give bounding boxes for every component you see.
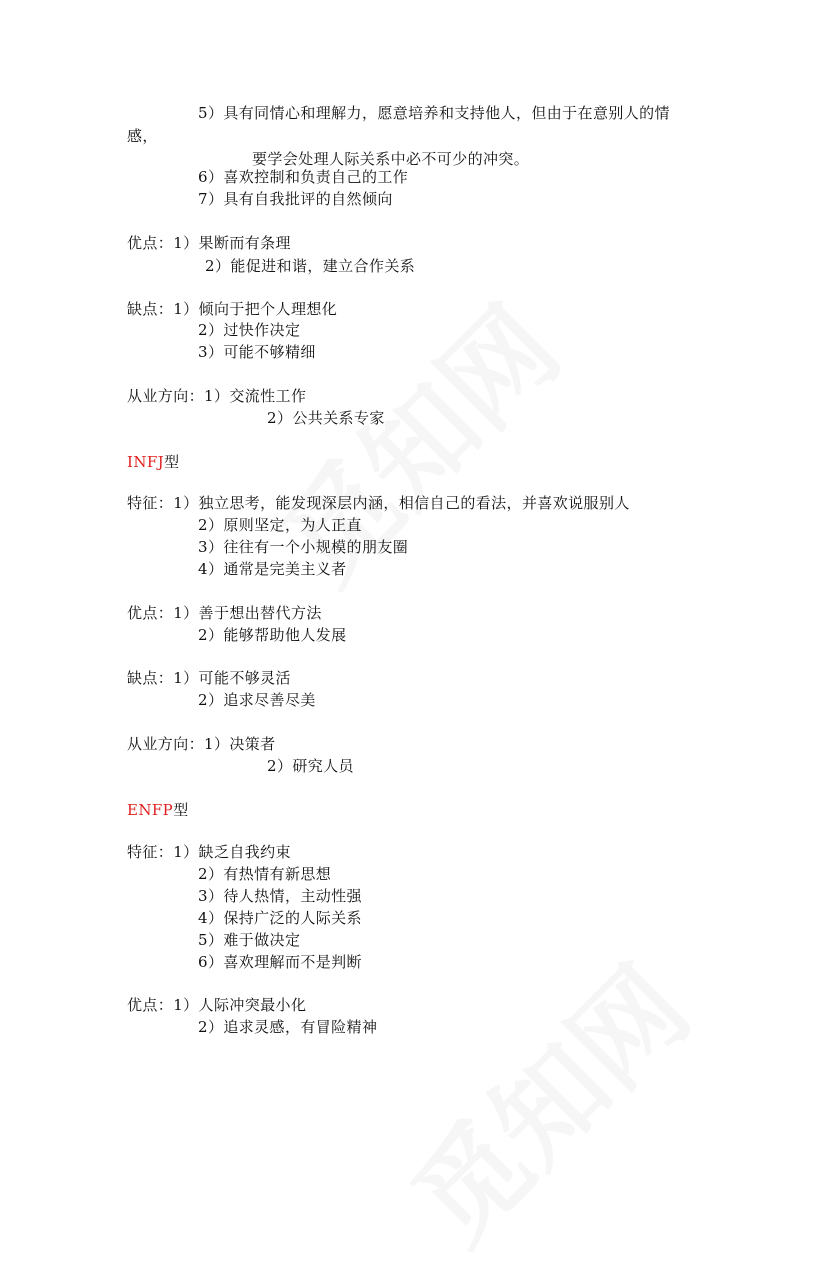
text-line: 2）过快作决定 [198,321,301,339]
text-line: 缺点：1）可能不够灵活 [127,669,291,687]
text-line: 6）喜欢理解而不是判断 [198,953,362,971]
text-line: 5）难于做决定 [198,931,301,949]
text-line: 3）待人热情，主动性强 [198,887,362,905]
text-line: 优点：1）果断而有条理 [127,234,291,252]
text-line: 2）研究人员 [267,757,354,775]
text-line: 2）公共关系专家 [267,409,385,427]
type-code: ENFP [127,801,174,819]
text-line: 2）追求灵感，有冒险精神 [198,1018,378,1036]
type-suffix: 型 [164,453,180,471]
text-line: 2）能够帮助他人发展 [198,626,347,644]
text-line: 2）原则坚定，为人正直 [198,516,362,534]
text-line: 3）可能不够精细 [198,343,316,361]
text-line: 优点：1）人际冲突最小化 [127,996,307,1014]
text-line: 2）能促进和谐，建立合作关系 [205,257,416,275]
text-line: 6）喜欢控制和负责自己的工作 [198,168,409,186]
text-line: 2）有热情有新思想 [198,865,332,883]
text-line: 感， [127,127,158,145]
text-line: 从业方向：1）交流性工作 [127,387,307,405]
text-line: 5）具有同情心和理解力，愿意培养和支持他人，但由于在意别人的情 [198,104,670,122]
text-line: 2）追求尽善尽美 [198,691,316,709]
text-line: 要学会处理人际关系中必不可少的冲突。 [252,150,530,168]
text-line: 4）保持广泛的人际关系 [198,909,362,927]
text-line: 3）往往有一个小规模的朋友圈 [198,538,409,556]
text-line: 缺点：1）倾向于把个人理想化 [127,300,338,318]
text-line: 特征：1）独立思考，能发现深层内涵，相信自己的看法，并喜欢说服别人 [127,494,630,512]
text-line: 4）通常是完美主义者 [198,560,347,578]
section-heading-enfp [127,800,189,820]
type-suffix: 型 [173,801,189,819]
text-line: 7）具有自我批评的自然倾向 [198,190,393,208]
text-line: 特征：1）缺乏自我约束 [127,843,291,861]
type-code: INFJ [127,453,165,471]
watermark [372,926,717,1271]
text-line: 从业方向：1）决策者 [127,735,276,753]
section-heading-infj [127,452,179,472]
text-line: 优点：1）善于想出替代方法 [127,604,322,622]
